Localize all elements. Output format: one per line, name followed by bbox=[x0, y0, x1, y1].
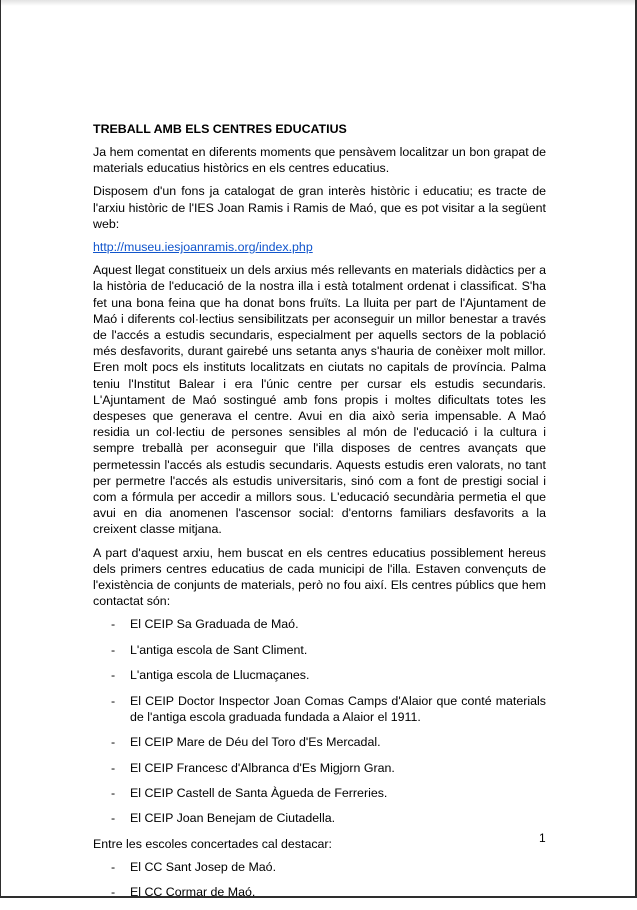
paragraph-archive: Disposem d'un fons ja catalogat de gran interès històric i educatiu; es tracte de l'arxiu històric de l'IES Joan Ramis i Ramis de Maó, que es pot visitar a la següent web: bbox=[93, 184, 546, 231]
paragraph-intro: Ja hem comentat en diferents moments que pensàvem localitzar un bon grapat de materials educatius històrics en els centres educatius. bbox=[93, 145, 546, 176]
dash-bullet: - bbox=[111, 693, 116, 708]
list-item-text: El CEIP Mare de Déu del Toro d'Es Mercadal. bbox=[130, 735, 381, 750]
list-item bbox=[93, 616, 546, 632]
museum-link[interactable]: http://museu.iesjoanramis.org/index.php bbox=[93, 240, 313, 255]
dash-bullet: - bbox=[111, 811, 116, 826]
list-item bbox=[93, 785, 546, 801]
public-schools-list bbox=[93, 616, 546, 826]
concerted-schools-list bbox=[93, 859, 546, 901]
list-item bbox=[93, 884, 546, 900]
dash-bullet: - bbox=[111, 885, 116, 900]
list-item bbox=[93, 667, 546, 683]
list-item bbox=[93, 760, 546, 776]
dash-bullet: - bbox=[111, 668, 116, 683]
paragraph-search: A part d'aquest arxiu, hem buscat en els centres educatius possiblement hereus dels primers centres educatius de cada municipi de l'illa. Estaven convençuts de l'existència de conjunts de materials, però no fou així. Els centres públics que hem contactat són: bbox=[93, 545, 546, 609]
list-item-text: L'antiga escola de Llucmaçanes. bbox=[130, 668, 310, 683]
dash-bullet: - bbox=[111, 760, 116, 775]
paragraph-concerted: Entre les escoles concertades cal destacar: bbox=[93, 836, 332, 851]
list-item-text: El CEIP Francesc d'Albranca d'Es Migjorn Gran. bbox=[130, 760, 395, 775]
dash-bullet: - bbox=[111, 735, 116, 750]
list-item-text: El CEIP Joan Benejam de Ciutadella. bbox=[130, 811, 336, 826]
list-item-text: L'antiga escola de Sant Climent. bbox=[130, 642, 308, 657]
list-item-text: El CC Cormar de Maó. bbox=[130, 885, 256, 900]
paragraph-link bbox=[93, 239, 546, 255]
list-item bbox=[93, 810, 546, 826]
list-item-text: El CEIP Castell de Santa Àgueda de Ferreries. bbox=[130, 786, 388, 801]
list-item bbox=[93, 693, 546, 725]
dash-bullet: - bbox=[111, 860, 116, 875]
dash-bullet: - bbox=[111, 617, 116, 632]
list-item bbox=[93, 859, 546, 875]
list-item-text: El CC Sant Josep de Maó. bbox=[130, 860, 277, 875]
list-item-text: El CEIP Doctor Inspector Joan Comas Camps d'Alaior que conté materials de l'antiga escola graduada fundada a Alaior el 1911. bbox=[130, 693, 546, 724]
dash-bullet: - bbox=[111, 786, 116, 801]
page-number: 1 bbox=[539, 831, 546, 845]
section-title: TREBALL AMB ELS CENTRES EDUCATIUS bbox=[93, 122, 347, 136]
dash-bullet: - bbox=[111, 642, 116, 657]
list-item-text: El CEIP Sa Graduada de Maó. bbox=[130, 617, 299, 632]
page-content bbox=[93, 121, 546, 910]
paragraph-legacy: Aquest llegat constitueix un dels arxius més rellevants en materials didàctics per a la història de l'educació de la nostra illa i està totalment ordenat i classificat. S'ha fet una bona feina que ha donat bons fruïts. La lluita per part de l'Ajuntament de Maó i diferents col·lectius sensibilitzats per aconseguir un millor benestar a través de l'accés a estudis secundaris, especialment per aquells sectors de la població més desfavorits, durant gairebé uns setanta anys s'hauria de conèixer molt millor. Eren molt pocs els instituts localitzats en ciutats no capitals de província. Palma teniu l'Institut Balear i era l'únic centre per cursar els estudis secundaris. L'Ajuntament de Maó sostingué amb fons propis i moltes dificultats totes les despeses que generava el centre. Avui en dia això seria impensable. A Maó residia un col·lectiu de persones sensibles al món de l'educació i la cultura i sempre treballà per aconseguir que l'illa disposes de centres avançats que permetessin l'accés als estudis secundaris. Aquests estudis eren valorats, no tant per permetre l'accés als estudis universitaris, sinó com a font de prestigi social i com a fórmula per accedir a millors sous. L'educació secundària permetia el que avui en dia anomenen l'ascensor social: d'entorns familiars desfavorits a la creixent classe mitjana. bbox=[93, 263, 546, 537]
list-item bbox=[93, 642, 546, 658]
page-top-shadow bbox=[1, 0, 635, 6]
list-item bbox=[93, 734, 546, 750]
